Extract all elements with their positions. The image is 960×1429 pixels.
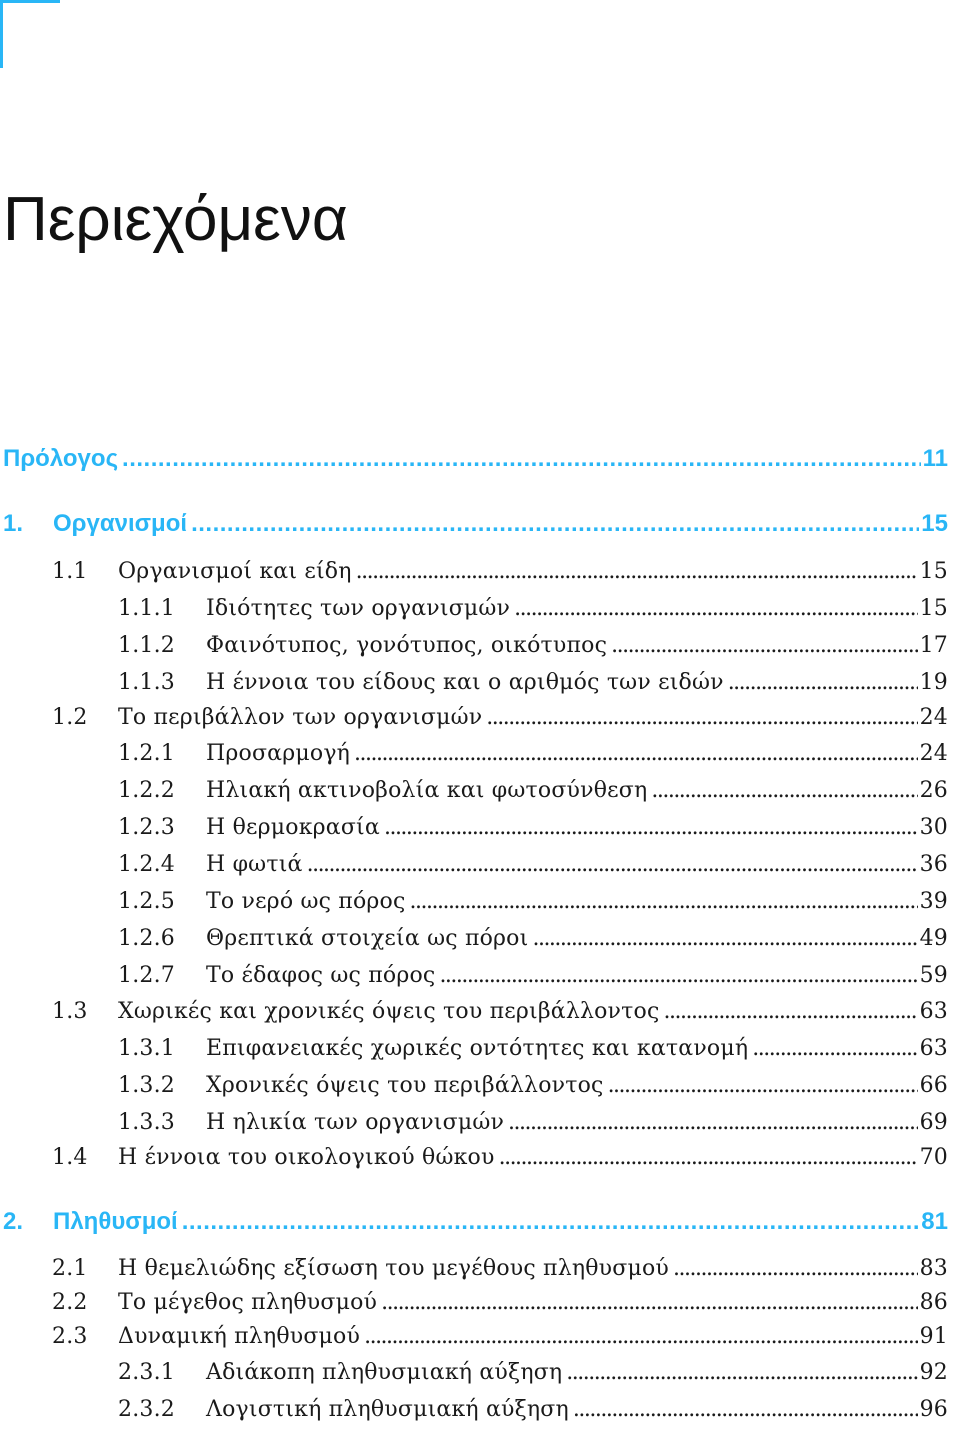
- toc-entry-page: 81: [921, 1208, 948, 1235]
- toc-entry-1-2-1[interactable]: [118, 736, 948, 772]
- toc-entry-number: 1.1.3: [118, 670, 175, 695]
- page-title: Περιεχόμενα: [3, 185, 348, 254]
- toc-entry-number: 2.3: [52, 1324, 88, 1349]
- toc-entry-title: Φαινότυπος, γονότυπος, οικότυπος: [206, 633, 608, 658]
- toc-entry-number: 1.2.5: [118, 889, 175, 914]
- toc-entry-number: 1.2.6: [118, 926, 175, 951]
- toc-entry-page: 26: [919, 778, 948, 803]
- toc-entry-page: 30: [919, 815, 948, 840]
- toc-entry-number: 1.3.3: [118, 1110, 175, 1135]
- toc-entry-1-2[interactable]: [52, 700, 948, 736]
- toc-entry-title: Οργανισμοί: [53, 510, 188, 537]
- toc-entry-title: Χρονικές όψεις του περιβάλλοντος: [206, 1073, 604, 1098]
- toc-entry-page: 59: [919, 963, 948, 988]
- toc-entry-page: 15: [919, 596, 948, 621]
- dot-leader: [439, 958, 917, 994]
- toc-entry-title: Ιδιότητες των οργανισμών: [206, 596, 511, 621]
- toc-entry-1-2-3[interactable]: [118, 810, 948, 846]
- dot-leader: [514, 591, 917, 627]
- dot-leader: [499, 1140, 918, 1176]
- toc-entry-title: Ηλιακή ακτινοβολία και φωτοσύνθεση: [206, 778, 648, 803]
- toc-entry-number: 2.: [3, 1208, 24, 1235]
- toc-entry-page: 24: [919, 705, 948, 730]
- toc-entry-number: 2.2: [52, 1290, 88, 1315]
- toc-entry-title: Η έννοια του οικολογικού θώκου: [118, 1145, 495, 1170]
- toc-entry-page: 96: [919, 1397, 948, 1422]
- toc-entry-1-2-7[interactable]: [118, 958, 948, 994]
- toc-entry-1-3-1[interactable]: [118, 1031, 948, 1067]
- dot-leader: [364, 1319, 918, 1355]
- toc-entry-1-4[interactable]: [52, 1140, 948, 1176]
- toc-entry-number: 1.1: [52, 559, 88, 584]
- toc-entry-1-2-5[interactable]: [118, 884, 948, 920]
- toc-entry-page: 36: [919, 852, 948, 877]
- toc-entry-number: 1.4: [52, 1145, 88, 1170]
- toc-entry-2-2[interactable]: [52, 1285, 948, 1321]
- toc-entry-number: 1.3.1: [118, 1036, 175, 1061]
- dot-leader: [673, 1251, 918, 1287]
- toc-entry-1-1-3[interactable]: [118, 665, 948, 701]
- dot-leader: [651, 773, 917, 809]
- dot-leader: [663, 994, 917, 1030]
- toc-entry-title: Χωρικές και χρονικές όψεις του περιβάλλοντος: [118, 999, 660, 1024]
- toc-entry-page: 17: [919, 633, 948, 658]
- toc-entry-number: 1.: [3, 510, 24, 537]
- toc-entry-preface[interactable]: [3, 441, 948, 477]
- toc-entry-title: Πληθυσμοί: [53, 1208, 178, 1235]
- toc-entry-title: Η έννοια του είδους και ο αριθμός των ειδών: [206, 670, 724, 695]
- toc-entry-1-1-1[interactable]: [118, 591, 948, 627]
- toc-entry-title: Αδιάκοπη πληθυσμιακή αύξηση: [206, 1360, 563, 1385]
- toc-entry-number: 1.2.3: [118, 815, 175, 840]
- dot-leader: [573, 1392, 918, 1428]
- dot-leader: [381, 1285, 917, 1321]
- toc-entry-number: 1.2: [52, 705, 88, 730]
- dot-leader: [611, 628, 917, 664]
- toc-entry-title: Το μέγεθος πληθυσμού: [118, 1290, 378, 1315]
- toc-entry-1-2-2[interactable]: [118, 773, 948, 809]
- toc-entry-page: 69: [919, 1110, 948, 1135]
- dot-leader: [354, 736, 918, 772]
- toc-entry-number: 1.2.7: [118, 963, 175, 988]
- toc-entry-number: 1.2.1: [118, 741, 175, 766]
- toc-entry-title: Το έδαφος ως πόρος: [206, 963, 436, 988]
- toc-entry-title: Η θερμοκρασία: [206, 815, 380, 840]
- toc-entry-1-1-2[interactable]: [118, 628, 948, 664]
- dot-leader: [532, 921, 917, 957]
- toc-entry-number: 1.2.4: [118, 852, 175, 877]
- toc-entry-1-1[interactable]: [52, 554, 948, 590]
- toc-entry-page: 15: [919, 559, 948, 584]
- toc-entry-page: 11: [922, 445, 948, 472]
- dot-leader: [566, 1355, 917, 1391]
- toc-entry-title: Η φωτιά: [206, 852, 303, 877]
- toc-entry-title: Η θεμελιώδης εξίσωση του μεγέθους πληθυσμού: [118, 1256, 669, 1281]
- toc-entry-number: 1.3.2: [118, 1073, 175, 1098]
- toc-entry-number: 1.3: [52, 999, 88, 1024]
- toc-entry-page: 39: [919, 889, 948, 914]
- toc-entry-title: Η ηλικία των οργανισμών: [206, 1110, 505, 1135]
- dot-leader: [191, 506, 919, 542]
- dot-leader: [384, 810, 918, 846]
- toc-entry-title: Προσαρμογή: [206, 741, 351, 766]
- toc-entry-2-1[interactable]: [52, 1251, 948, 1287]
- toc-entry-title: Λογιστική πληθυσμιακή αύξηση: [206, 1397, 569, 1422]
- toc-entry-2-3[interactable]: [52, 1319, 948, 1355]
- toc-entry-page: 19: [919, 670, 948, 695]
- toc-entry-1-2-6[interactable]: [118, 921, 948, 957]
- toc-entry-number: 1.1.2: [118, 633, 175, 658]
- dot-leader: [410, 884, 918, 920]
- dot-leader: [508, 1105, 918, 1141]
- dot-leader: [608, 1068, 918, 1104]
- toc-entry-title: Οργανισμοί και είδη: [118, 559, 352, 584]
- toc-entry-page: 66: [919, 1073, 948, 1098]
- toc-entry-page: 63: [919, 1036, 948, 1061]
- toc-entry-number: 2.3.1: [118, 1360, 175, 1385]
- dot-leader: [752, 1031, 917, 1067]
- toc-entry-2-3-2[interactable]: [118, 1392, 948, 1428]
- dot-leader: [182, 1204, 920, 1240]
- toc-entry-page: 15: [921, 510, 948, 537]
- toc-entry-page: 63: [919, 999, 948, 1024]
- toc-entry-title: Επιφανειακές χωρικές οντότητες και κατανομή: [206, 1036, 749, 1061]
- toc-entry-page: 24: [919, 741, 948, 766]
- toc-entry-page: 92: [919, 1360, 948, 1385]
- toc-entry-1-3-2[interactable]: [118, 1068, 948, 1104]
- dot-leader: [486, 700, 917, 736]
- toc-entry-title: Το νερό ως πόρος: [206, 889, 406, 914]
- toc-entry-title: Δυναμική πληθυσμού: [118, 1324, 361, 1349]
- toc-entry-page: 70: [919, 1145, 948, 1170]
- toc-entry-1-3-3[interactable]: [118, 1105, 948, 1141]
- dot-leader: [356, 554, 918, 590]
- toc-entry-2-3-1[interactable]: [118, 1355, 948, 1391]
- dot-leader: [307, 847, 918, 883]
- toc-entry-chapter-1[interactable]: [3, 506, 948, 542]
- toc-entry-page: 91: [919, 1324, 948, 1349]
- dot-leader: [122, 441, 921, 477]
- toc-entry-number: 1.1.1: [118, 596, 175, 621]
- toc-entry-title: Θρεπτικά στοιχεία ως πόροι: [206, 926, 529, 951]
- toc-entry-page: 86: [919, 1290, 948, 1315]
- toc-entry-title: Το περιβάλλον των οργανισμών: [118, 705, 483, 730]
- toc-entry-title: Πρόλογος: [3, 445, 119, 472]
- toc-entry-number: 2.3.2: [118, 1397, 175, 1422]
- toc-entry-1-3[interactable]: [52, 994, 948, 1030]
- toc-entry-1-2-4[interactable]: [118, 847, 948, 883]
- toc-entry-number: 1.2.2: [118, 778, 175, 803]
- toc-entry-page: 49: [919, 926, 948, 951]
- dot-leader: [728, 665, 918, 701]
- toc-entry-number: 2.1: [52, 1256, 88, 1281]
- toc-entry-chapter-2[interactable]: [3, 1204, 948, 1240]
- toc-entry-page: 83: [919, 1256, 948, 1281]
